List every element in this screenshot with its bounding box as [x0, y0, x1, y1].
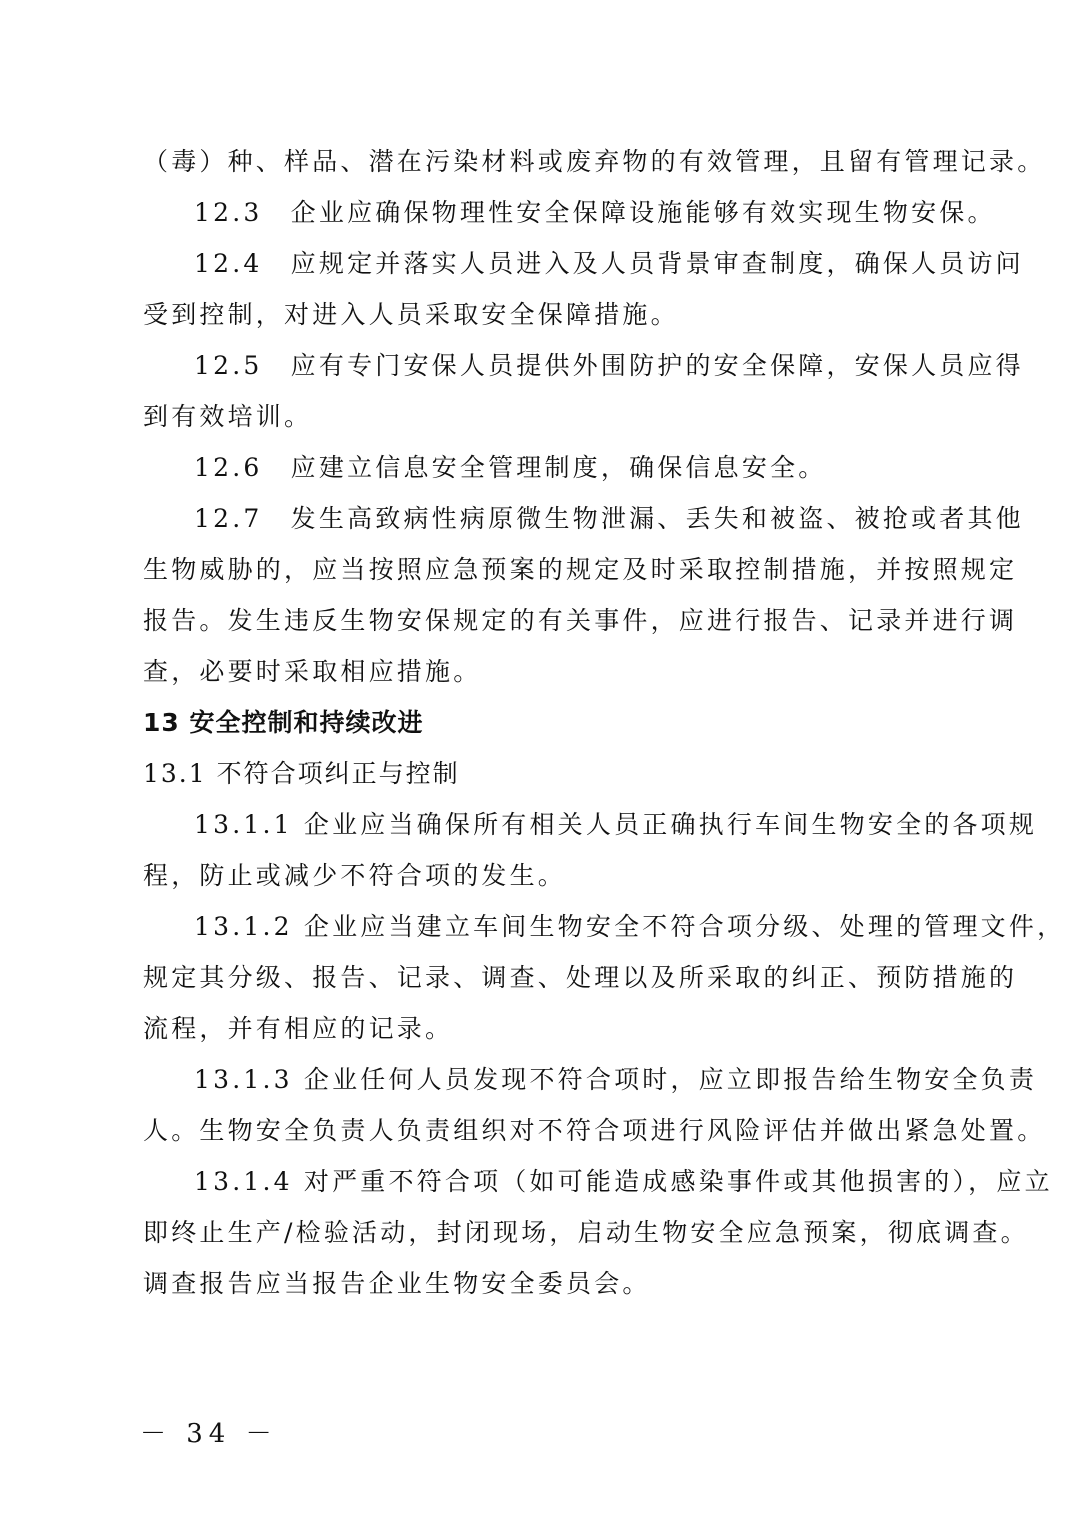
text-line-21: 13.1.4 对严重不符合项（如可能造成感染事件或其他损害的），应立: [194, 1167, 1053, 1196]
text-line-9: 生物威胁的，应当按照应急预案的规定及时采取控制措施，并按照规定: [143, 555, 1018, 584]
text-line-16: 13.1.2 企业应当建立车间生物安全不符合项分级、处理的管理文件，: [194, 912, 1066, 941]
text-line-18: 流程，并有相应的记录。: [143, 1014, 454, 1043]
text-line-3: 12.4 应规定并落实人员进入及人员背景审查制度，确保人员访问: [194, 249, 1024, 278]
page-number: － 34 －: [140, 1419, 278, 1449]
text-line-6: 到有效培训。: [143, 402, 313, 431]
text-line-10: 报告。发生违反生物安保规定的有关事件，应进行报告、记录并进行调: [143, 606, 1018, 635]
text-line-2: 12.3 企业应确保物理性安全保障设施能够有效实现生物安保。: [194, 198, 996, 227]
text-line-20: 人。生物安全负责人负责组织对不符合项进行风险评估并做出紧急处置。: [143, 1116, 1046, 1145]
text-line-14: 13.1.1 企业应当确保所有相关人员正确执行车间生物安全的各项规: [194, 810, 1038, 839]
text-line-19: 13.1.3 企业任何人员发现不符合项时，应立即报告给生物安全负责: [194, 1065, 1038, 1094]
text-line-4: 受到控制，对进入人员采取安全保障措施。: [143, 300, 679, 329]
text-line-1: （毒）种、样品、潜在污染材料或废弃物的有效管理，且留有管理记录。: [143, 147, 1046, 176]
text-line-5: 12.5 应有专门安保人员提供外围防护的安全保障，安保人员应得: [194, 351, 1024, 380]
text-line-23: 调查报告应当报告企业生物安全委员会。: [143, 1269, 651, 1298]
text-line-8: 12.7 发生高致病性病原微生物泄漏、丢失和被盗、被抢或者其他: [194, 504, 1024, 533]
section-heading-13: 13 安全控制和持续改进: [143, 708, 424, 737]
text-line-11: 查，必要时采取相应措施。: [143, 657, 482, 686]
subsection-heading-13-1: 13.1 不符合项纠正与控制: [143, 759, 460, 788]
text-line-15: 程，防止或减少不符合项的发生。: [143, 861, 567, 890]
text-line-17: 规定其分级、报告、记录、调查、处理以及所采取的纠正、预防措施的: [143, 963, 1018, 992]
text-line-22: 即终止生产/检验活动，封闭现场，启动生物安全应急预案，彻底调查。: [143, 1218, 1029, 1247]
text-line-7: 12.6 应建立信息安全管理制度，确保信息安全。: [194, 453, 827, 482]
